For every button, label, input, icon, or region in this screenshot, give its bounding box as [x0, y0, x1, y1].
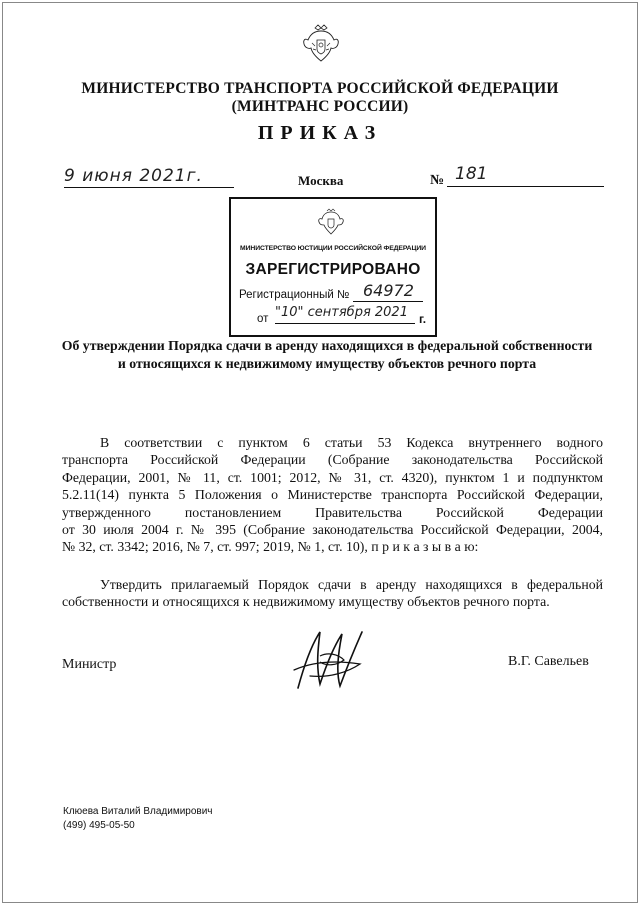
stamp-registered-label: ЗАРЕГИСТРИРОВАНО [245, 261, 421, 278]
executor-name: Клюева Виталий Владимирович [63, 806, 213, 817]
executor-phone: (499) 495-05-50 [63, 820, 135, 831]
p1-line-6: от 30 июля 2004 г. № 395 (Собрание законодательства Российской Федерации, 2004, [62, 522, 603, 538]
stamp-reg-number-handwritten: 64972 [363, 281, 414, 300]
stamp-emblem-icon [316, 207, 346, 237]
p2-line-1: Утвердить прилагаемый Порядок сдачи в аренду находящихся в федеральной [100, 577, 603, 592]
registration-stamp [229, 197, 437, 337]
ministry-abbrev: (МИНТРАНС РОССИИ) [231, 98, 409, 115]
ministry-name: МИНИСТЕРСТВО ТРАНСПОРТА РОССИЙСКОЙ ФЕДЕРАЦИИ [81, 80, 559, 97]
signatory-role: Министр [62, 657, 117, 672]
city-label: Москва [298, 173, 344, 188]
p1-line-5: утвержденного постановлением Правительства Российской Федерации [62, 504, 603, 520]
p1-line-3: Федерации, 2001, № 11, ст. 1001; 2012, № 31, ст. 4320), пунктом 1 и подпунктом [62, 469, 603, 485]
document-type-title: ПРИКАЗ [257, 122, 383, 144]
order-number-handwritten: 181 [455, 164, 488, 184]
stamp-date-suffix: г. [419, 312, 427, 326]
handwritten-signature [290, 626, 370, 694]
p2-line-2: собственности и относящихся к недвижимому имуществу объектов речного порта. [62, 594, 550, 610]
stamp-reg-number-label: Регистрационный № [239, 289, 350, 301]
stamp-from-label: от [257, 313, 269, 325]
p1-line-1: В соответствии с пунктом 6 статьи 53 Кодекса внутреннего водного [100, 435, 603, 450]
order-subject: Об утверждении Порядка сдачи в аренду находящихся в федеральной собственности и относящихся к недвижимому имуществу объектов речного порта [61, 338, 593, 371]
p1-line-7: № 32, ст. 3342; 2016, № 7, ст. 997; 2019, № 1, ст. 10), п р и к а з ы в а ю: [62, 539, 479, 555]
p1-line-2: транспорта Российской Федерации (Собрание законодательства Российской [62, 452, 603, 468]
order-date-handwritten: 9 июня 2021г. [64, 166, 234, 188]
number-label: № [430, 173, 445, 188]
stamp-date-handwritten: "10" сентября 2021 [275, 305, 415, 324]
signatory-name: В.Г. Савельев [508, 654, 589, 669]
stamp-ministry-name: МИНИСТЕРСТВО ЮСТИЦИИ РОССИЙСКОЙ ФЕДЕРАЦИИ [240, 245, 426, 252]
body-paragraph-1 [62, 434, 603, 556]
coat-of-arms-emblem [300, 22, 342, 66]
p1-line-4: 5.2.11(14) пункта 5 Положения о Министерстве транспорта Российской Федерации, [62, 487, 603, 503]
body-paragraph-2 [62, 576, 603, 611]
